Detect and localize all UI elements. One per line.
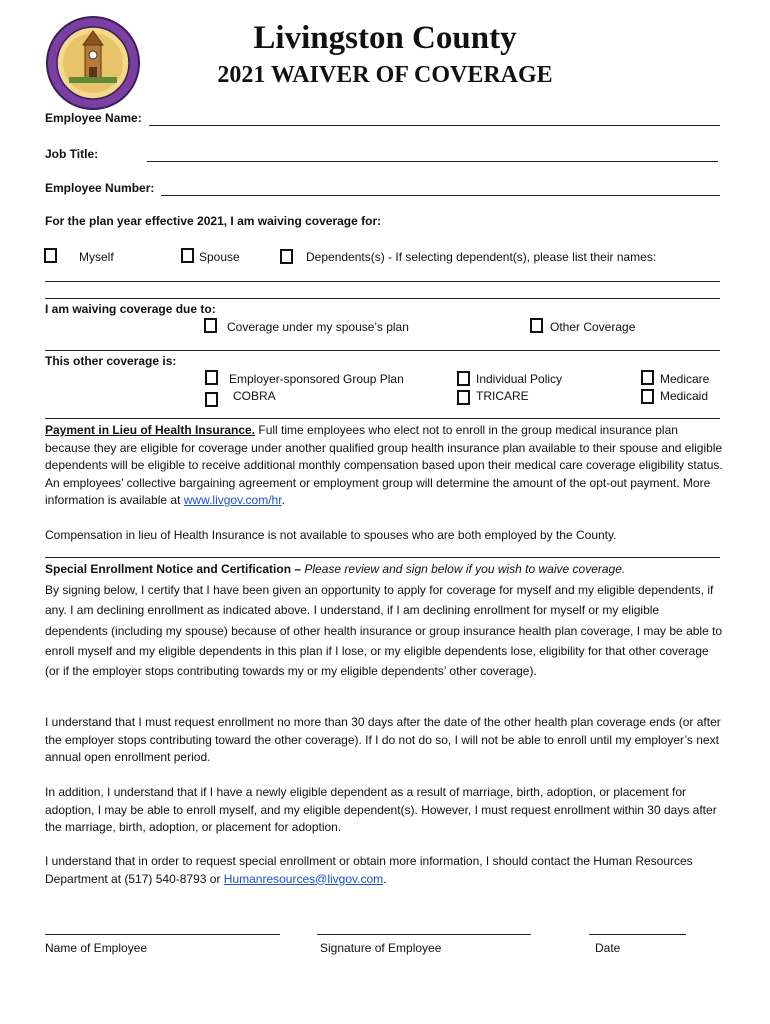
livgov-hr-link[interactable]: www.livgov.com/hr [183,493,282,507]
other-coverage-prompt: This other coverage is: [45,354,177,368]
other-coverage-label: Other Coverage [550,320,636,334]
cobra-checkbox[interactable] [205,392,218,407]
certification-paragraph-2: I understand that I must request enrollment no more than 30 days after the date of the other health plan coverage ends (or after the employer stops contributing toward the other coverage). If I do not do so, I will not be able to enroll until my employer’s next annual open enrollment period. [45,715,721,764]
dependents-label: Dependents(s) - If selecting dependent(s), please list their names: [306,250,657,264]
job-title-field[interactable] [147,161,718,162]
employee-number-field[interactable] [161,195,720,196]
county-name: Livingston County [253,20,517,56]
tricare-checkbox[interactable] [457,390,470,405]
myself-checkbox[interactable] [44,248,57,263]
employee-name-signature-line[interactable] [45,934,280,935]
county-seal [45,15,141,111]
individual-policy-checkbox[interactable] [457,371,470,386]
payment-end: . [281,493,285,507]
signature-of-employee-label: Signature of Employee [320,941,442,955]
special-heading-italic: Please review and sign below if you wish to waive coverage. [304,562,626,576]
special-heading: Special Enrollment Notice and Certification – [45,562,305,576]
job-title-label: Job Title: [45,147,99,161]
medicaid-checkbox[interactable] [641,389,654,404]
special-enrollment-heading [45,561,723,579]
employee-name-field[interactable] [149,125,720,126]
contact-text: I understand that in order to request special enrollment or obtain more information, I should contact the Human Resources Department at (517) 540-8793 or [45,854,693,886]
spouse-plan-checkbox[interactable] [204,318,217,333]
tricare-label: TRICARE [476,389,529,403]
payment-note: Compensation in lieu of Health Insurance is not available to spouses who are both employed by the County. [45,528,617,542]
payment-in-lieu-paragraph [45,422,723,510]
other-coverage-checkbox[interactable] [530,318,543,333]
dependent-names-line-1[interactable] [45,281,720,282]
form-title: 2021 WAIVER OF COVERAGE [217,62,553,88]
waiving-reason-prompt: I am waiving coverage due to: [45,302,216,316]
divider [45,350,720,351]
cobra-label: COBRA [233,389,276,403]
spouse-label: Spouse [199,250,240,264]
payment-heading: Payment in Lieu of Health Insurance. [45,423,256,437]
employee-name-label: Employee Name: [45,111,142,125]
divider [45,557,720,558]
employee-number-label: Employee Number: [45,181,155,195]
dependents-checkbox[interactable] [280,249,293,264]
certification-paragraph-3: In addition, I understand that if I have a newly eligible dependent as a result of marriage, birth, adoption, or placement for adoption, I may be able to enroll myself, and my eligible dependent(s). However, I must request enrollment within 30 days after the marriage, birth, adoption, or placement for adoption. [45,785,717,834]
medicare-label: Medicare [660,372,710,386]
waiving-for-prompt: For the plan year effective 2021, I am waiving coverage for: [45,214,382,228]
contact-end: . [383,871,387,886]
certification-paragraph-1: By signing below, I certify that I have been given an opportunity to apply for coverage for myself and my eligible dependents, if any. I am declining enrollment as indicated above. I understand, if I am declining enrollment for myself or my eligible dependents (including my spouse) because of other health insurance or group insurance health plan coverage, I may be able to enroll myself and my eligible dependents in this plan if I lose, or my eligible dependents lose, eligibility for that other coverage (or if the employer stops contributing towards my or my eligible dependents’ other coverage). [45,583,723,679]
employer-group-checkbox[interactable] [205,370,218,385]
date-label: Date [595,941,621,955]
employer-group-label: Employer-sponsored Group Plan [229,372,404,386]
medicare-checkbox[interactable] [641,370,654,385]
name-of-employee-label: Name of Employee [45,941,148,955]
divider [45,418,720,419]
hr-email-link[interactable]: Humanresources@livgov.com [223,871,384,886]
date-line[interactable] [589,934,686,935]
dependent-names-line-2[interactable] [45,298,720,299]
spouse-plan-label: Coverage under my spouse’s plan [227,320,409,334]
signature-line[interactable] [317,934,531,935]
individual-policy-label: Individual Policy [476,372,563,386]
spouse-checkbox[interactable] [181,248,194,263]
contact-paragraph [45,853,723,888]
medicaid-label: Medicaid [660,389,709,403]
payment-body: Full time employees who elect not to enroll in the group medical insurance plan because they are eligible for coverage under another qualified group health insurance plan available to their spouse and eligible dependents will be eligible to receive additional monthly compensation based upon their medical care coverage eligibility status. An employees’ collective bargaining agreement or employment group will determine the amount of the opt-out payment. More information is available at [45,423,723,507]
myself-label: Myself [79,250,114,264]
